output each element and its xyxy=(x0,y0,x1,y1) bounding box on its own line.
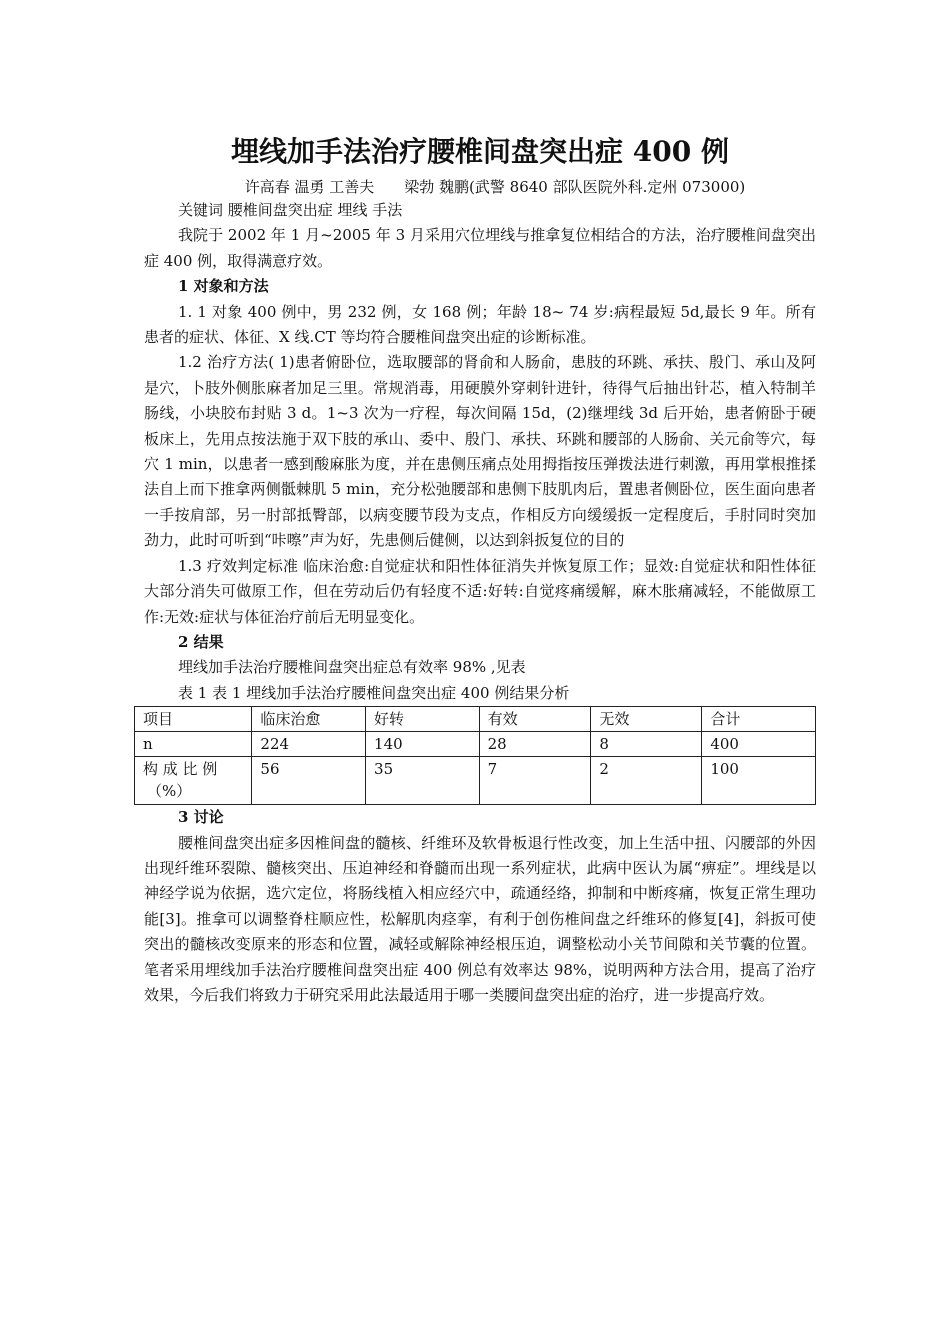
table-cell: 224 xyxy=(252,732,366,757)
pct-label-line-2: （%） xyxy=(147,782,192,801)
table-caption: 表 1 表 1 埋线加手法治疗腰椎间盘突出症 400 例结果分析 xyxy=(178,683,570,702)
section-1-2-paragraph: 1.2 治疗方法( 1)患者俯卧位，选取腰部的肾俞和人肠俞，患肢的环跳、承扶、殷门、承山及阿是穴，卜肢外侧胀麻者加足三里。常规消毒，用硬膜外穿刺针进针，待得气后抽出针芯，植入特制羊肠线，小块胶布封贴 3 d。1~3 次为一疗程，每次间隔 15d，(2)继埋线 3d 后开始，患者俯卧于硬板床上，先用点按法施于双下肢的承山、委中、殷门、承扶、环跳和腰部的人肠俞、关元俞等穴，每穴 1 min，以患者一感到酸麻胀为度，并在患侧压痛点处用拇指按压弹拨法进行刺激，再用掌根推揉法自上而下推拿两侧骶棘肌 5 min，充分松弛腰部和患侧下肢肌肉后，置患者侧卧位，医生面向患者一手按肩部，另一肘部抵臀部，以病变腰节段为支点，作相反方向缓缓扳一定程度后，手肘同时突加劲力，此时可听到“咔嚓”声为好，先患侧后健侧，以达到斜扳复位的目的 xyxy=(144,353,816,550)
results-table xyxy=(134,706,816,805)
table-row xyxy=(135,757,816,805)
table-cell: 8 xyxy=(591,732,702,757)
table-header-cell: 项目 xyxy=(135,707,252,732)
paper-page xyxy=(144,130,816,1008)
section-1-3-paragraph: 1.3 疗效判定标准 临床治愈:自觉症状和阳性体征消失并恢复原工作；显效:自觉症状和阳性体征大部分消失可做原工作，但在劳动后仍有轻度不适:好转:自觉疼痛缓解，麻木胀痛减轻，不能做原工作:无效:症状与体征治疗前后无明显变化。 xyxy=(144,556,816,626)
table-header-cell: 好转 xyxy=(366,707,480,732)
table-cell: 56 xyxy=(252,757,366,805)
pct-label-line-1: 构 成 比 例 xyxy=(143,760,218,779)
table-header-cell: 临床治愈 xyxy=(252,707,366,732)
section-2-heading: 2 结果 xyxy=(178,632,224,651)
table-cell: 2 xyxy=(591,757,702,805)
keywords: 关键词 腰椎间盘突出症 埋线 手法 xyxy=(178,201,403,219)
table-cell: 35 xyxy=(366,757,480,805)
table-cell: 7 xyxy=(479,757,591,805)
authors-line: 许高春 温勇 工善夫 梁勃 魏鹏(武警 8640 部队医院外科.定州 073000) xyxy=(244,178,746,196)
table-cell-pct-label xyxy=(135,757,252,805)
table-cell: 28 xyxy=(479,732,591,757)
table-header-row xyxy=(135,707,816,732)
intro-paragraph: 我院于 2002 年 1 月~2005 年 3 月采用穴位埋线与推拿复位相结合的方法，治疗腰椎间盘突出症 400 例，取得满意疗效。 xyxy=(144,226,816,270)
table-row xyxy=(135,732,816,757)
table-cell: 140 xyxy=(366,732,480,757)
table-cell: n xyxy=(135,732,252,757)
section-3-paragraph: 腰椎间盘突出症多因椎间盘的髓核、纤维环及软骨板退行性改变，加上生活中扭、闪腰部的外因出现纤维环裂隙、髓核突出、压迫神经和脊髓而出现一系列症状，此病中医认为属“痹症”。埋线是以神经学说为依据，选穴定位，将肠线植入相应经穴中，疏通经络，抑制和中断疼痛，恢复正常生理功能[3]。推拿可以调整脊柱顺应性，松解肌肉痉挛，有利于创伤椎间盘之纤维环的修复[4]，斜扳可使突出的髓核改变原来的形态和位置，减轻或解除神经根压迫，调整松动小关节间隙和关节囊的位置。笔者采用埋线加手法治疗腰椎间盘突出症 400 例总有效率达 98%，说明两种方法合用，提高了治疗效果，今后我们将致力于研究采用此法最适用于哪一类腰间盘突出症的治疗，进一步提高疗效。 xyxy=(144,833,816,1004)
section-3-heading: 3 讨论 xyxy=(178,808,224,827)
table-cell: 400 xyxy=(702,732,816,757)
table-header-cell: 无效 xyxy=(591,707,702,732)
table-header-cell: 有效 xyxy=(479,707,591,732)
section-1-1-paragraph: 1. 1 对象 400 例中，男 232 例，女 168 例；年龄 18~ 74 岁:病程最短 5d,最长 9 年。所有患者的症状、体征、X 线.CT 等均符合腰椎间盘突出症的诊断标准。 xyxy=(144,302,816,347)
section-1-heading: 1 对象和方法 xyxy=(178,277,269,296)
table-cell: 100 xyxy=(702,757,816,805)
results-text: 埋线加手法治疗腰椎间盘突出症总有效率 98% ,见表 xyxy=(178,658,526,677)
table-header-cell: 合计 xyxy=(702,707,816,732)
paper-title: 埋线加手法治疗腰椎间盘突出症 400 例 xyxy=(231,135,729,168)
